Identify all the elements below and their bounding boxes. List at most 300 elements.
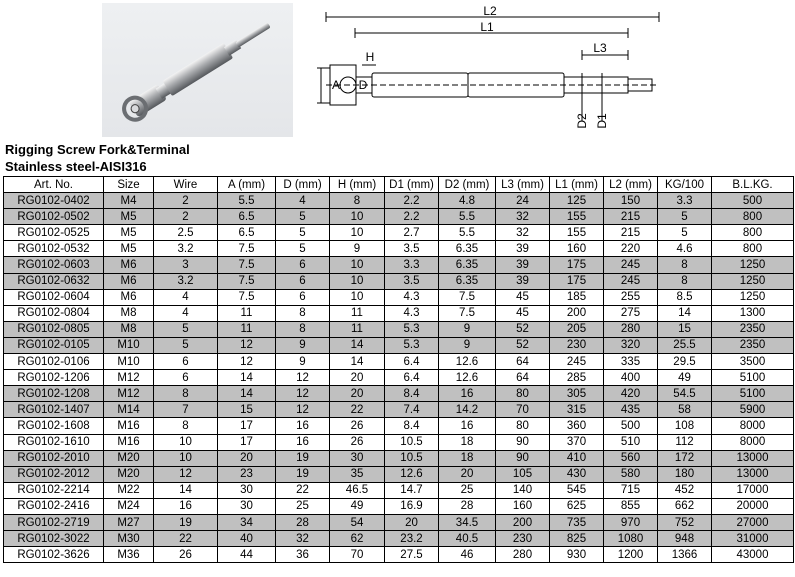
- table-cell: RG0102-0805: [4, 321, 104, 337]
- table-cell: 452: [658, 482, 712, 498]
- table-cell: 19: [154, 514, 218, 530]
- table-cell: 26: [330, 434, 385, 450]
- table-cell: 105: [496, 466, 550, 482]
- table-cell: 4.3: [385, 289, 439, 305]
- table-cell: M36: [104, 547, 154, 563]
- table-cell: M5: [104, 209, 154, 225]
- table-cell: 14: [330, 337, 385, 353]
- table-cell: 16: [276, 434, 330, 450]
- table-cell: 6.35: [439, 257, 496, 273]
- table-cell: 5: [658, 209, 712, 225]
- table-cell: 90: [496, 450, 550, 466]
- table-cell: 43000: [712, 547, 794, 563]
- table-cell: M8: [104, 321, 154, 337]
- table-cell: 52: [496, 321, 550, 337]
- table-row: [4, 241, 794, 257]
- table-cell: RG0102-0603: [4, 257, 104, 273]
- table-cell: 8: [276, 305, 330, 321]
- table-cell: RG0102-0105: [4, 337, 104, 353]
- table-cell: 8: [658, 257, 712, 273]
- column-header: L1 (mm): [550, 177, 604, 193]
- column-header: Art. No.: [4, 177, 104, 193]
- table-row: [4, 386, 794, 402]
- table-cell: 18: [439, 450, 496, 466]
- table-cell: 9: [439, 337, 496, 353]
- table-cell: M24: [104, 498, 154, 514]
- column-header: B.L.KG.: [712, 177, 794, 193]
- table-cell: 6: [276, 273, 330, 289]
- table-cell: 200: [496, 514, 550, 530]
- table-cell: 13000: [712, 450, 794, 466]
- table-row: [4, 354, 794, 370]
- table-cell: 49: [658, 370, 712, 386]
- table-cell: M5: [104, 225, 154, 241]
- table-cell: 6.4: [385, 370, 439, 386]
- table-cell: 24: [496, 193, 550, 209]
- table-cell: 45: [496, 289, 550, 305]
- table-cell: 16: [154, 498, 218, 514]
- table-row: [4, 402, 794, 418]
- column-header: KG/100: [658, 177, 712, 193]
- table-row: [4, 418, 794, 434]
- table-cell: 410: [550, 450, 604, 466]
- table-cell: 22: [154, 531, 218, 547]
- table-cell: M6: [104, 257, 154, 273]
- table-cell: 58: [658, 402, 712, 418]
- table-cell: 10: [330, 209, 385, 225]
- table-cell: 2350: [712, 321, 794, 337]
- table-cell: 275: [604, 305, 658, 321]
- table-cell: 3.2: [154, 241, 218, 257]
- table-cell: M10: [104, 337, 154, 353]
- table-cell: 32: [496, 225, 550, 241]
- table-cell: M16: [104, 418, 154, 434]
- table-cell: 20: [330, 370, 385, 386]
- table-cell: 27000: [712, 514, 794, 530]
- table-cell: 125: [550, 193, 604, 209]
- table-cell: 335: [604, 354, 658, 370]
- table-cell: 46: [439, 547, 496, 563]
- table-cell: 40: [218, 531, 276, 547]
- table-cell: 11: [218, 321, 276, 337]
- table-cell: 8.5: [658, 289, 712, 305]
- table-cell: 4: [276, 193, 330, 209]
- table-cell: 12.6: [385, 466, 439, 482]
- dim-label-d2: D2: [575, 113, 589, 129]
- table-cell: 8: [276, 321, 330, 337]
- table-cell: 9: [439, 321, 496, 337]
- table-cell: 5: [276, 225, 330, 241]
- table-row: [4, 531, 794, 547]
- table-cell: 230: [496, 531, 550, 547]
- table-cell: 435: [604, 402, 658, 418]
- table-cell: 215: [604, 225, 658, 241]
- table-cell: 7.5: [218, 273, 276, 289]
- table-cell: 26: [154, 547, 218, 563]
- table-cell: 44: [218, 547, 276, 563]
- table-cell: RG0102-2214: [4, 482, 104, 498]
- table-cell: 12: [276, 402, 330, 418]
- table-cell: M10: [104, 354, 154, 370]
- table-cell: 855: [604, 498, 658, 514]
- technical-drawing: [312, 3, 672, 137]
- table-cell: 800: [712, 225, 794, 241]
- table-cell: RG0102-0632: [4, 273, 104, 289]
- table-cell: 3.3: [658, 193, 712, 209]
- table-cell: RG0102-1608: [4, 418, 104, 434]
- table-row: [4, 193, 794, 209]
- table-row: [4, 209, 794, 225]
- table-row: [4, 273, 794, 289]
- table-row: [4, 514, 794, 530]
- table-cell: 3.3: [385, 257, 439, 273]
- table-cell: 8000: [712, 418, 794, 434]
- table-cell: 10: [330, 225, 385, 241]
- table-cell: 150: [604, 193, 658, 209]
- table-cell: RG0102-2719: [4, 514, 104, 530]
- table-cell: 34.5: [439, 514, 496, 530]
- table-cell: 8: [154, 418, 218, 434]
- table-cell: 28: [439, 498, 496, 514]
- table-cell: RG0102-3626: [4, 547, 104, 563]
- table-cell: M8: [104, 305, 154, 321]
- table-cell: 370: [550, 434, 604, 450]
- table-cell: 5900: [712, 402, 794, 418]
- table-cell: 12.6: [439, 370, 496, 386]
- table-cell: 245: [550, 354, 604, 370]
- table-cell: 5: [154, 337, 218, 353]
- table-cell: 580: [604, 466, 658, 482]
- table-cell: 215: [604, 209, 658, 225]
- table-cell: 17000: [712, 482, 794, 498]
- table-row: [4, 305, 794, 321]
- table-cell: 10: [330, 273, 385, 289]
- table-cell: 160: [550, 241, 604, 257]
- table-cell: 12: [276, 386, 330, 402]
- table-cell: 4.8: [439, 193, 496, 209]
- table-cell: M6: [104, 289, 154, 305]
- table-cell: 64: [496, 354, 550, 370]
- table-cell: 25.5: [658, 337, 712, 353]
- table-cell: M14: [104, 402, 154, 418]
- table-cell: 14.2: [439, 402, 496, 418]
- page-title: Rigging Screw Fork&Terminal: [5, 142, 190, 157]
- table-cell: 220: [604, 241, 658, 257]
- table-cell: 34: [218, 514, 276, 530]
- table-cell: 715: [604, 482, 658, 498]
- table-cell: 5: [658, 225, 712, 241]
- table-cell: 245: [604, 257, 658, 273]
- table-cell: 9: [276, 354, 330, 370]
- table-cell: 172: [658, 450, 712, 466]
- table-cell: 5.5: [218, 193, 276, 209]
- table-cell: 930: [550, 547, 604, 563]
- table-cell: 46.5: [330, 482, 385, 498]
- table-row: [4, 450, 794, 466]
- table-cell: 80: [496, 386, 550, 402]
- rigging-screw-photo-icon: [102, 3, 293, 137]
- table-row: [4, 434, 794, 450]
- table-cell: 10: [330, 289, 385, 305]
- column-header: D (mm): [276, 177, 330, 193]
- table-cell: RG0102-1610: [4, 434, 104, 450]
- table-cell: RG0102-1206: [4, 370, 104, 386]
- table-cell: 15: [658, 321, 712, 337]
- table-cell: 31000: [712, 531, 794, 547]
- table-cell: 8.4: [385, 418, 439, 434]
- table-cell: 500: [604, 418, 658, 434]
- table-cell: 205: [550, 321, 604, 337]
- table-cell: 752: [658, 514, 712, 530]
- table-row: [4, 466, 794, 482]
- table-cell: 30: [330, 450, 385, 466]
- table-cell: M16: [104, 434, 154, 450]
- table-cell: 27.5: [385, 547, 439, 563]
- table-cell: M5: [104, 241, 154, 257]
- table-cell: 32: [276, 531, 330, 547]
- table-cell: M30: [104, 531, 154, 547]
- table-cell: RG0102-0532: [4, 241, 104, 257]
- table-cell: 3.5: [385, 273, 439, 289]
- table-body: [4, 193, 794, 563]
- table-cell: 49: [330, 498, 385, 514]
- table-cell: 8.4: [385, 386, 439, 402]
- column-header: D1 (mm): [385, 177, 439, 193]
- column-header: L3 (mm): [496, 177, 550, 193]
- table-cell: 1200: [604, 547, 658, 563]
- table-cell: 2.7: [385, 225, 439, 241]
- table-cell: 35: [330, 466, 385, 482]
- table-cell: 545: [550, 482, 604, 498]
- table-cell: 15: [218, 402, 276, 418]
- table-cell: 14: [330, 354, 385, 370]
- table-cell: RG0102-2416: [4, 498, 104, 514]
- table-row: [4, 257, 794, 273]
- table-cell: 10.5: [385, 434, 439, 450]
- table-cell: 28: [276, 514, 330, 530]
- table-cell: 500: [712, 193, 794, 209]
- table-cell: 12.6: [439, 354, 496, 370]
- table-cell: 5100: [712, 386, 794, 402]
- table-row: [4, 225, 794, 241]
- table-cell: 3: [154, 257, 218, 273]
- table-cell: 2.2: [385, 209, 439, 225]
- table-cell: 6: [276, 257, 330, 273]
- table-cell: RG0102-1208: [4, 386, 104, 402]
- table-cell: 5: [276, 209, 330, 225]
- table-cell: 23.2: [385, 531, 439, 547]
- table-cell: 80: [496, 418, 550, 434]
- table-cell: 155: [550, 209, 604, 225]
- table-cell: 4.6: [658, 241, 712, 257]
- table-cell: 200: [550, 305, 604, 321]
- column-header: L2 (mm): [604, 177, 658, 193]
- table-cell: 8: [658, 273, 712, 289]
- table-cell: 7.5: [439, 289, 496, 305]
- table-cell: 305: [550, 386, 604, 402]
- column-header: Size: [104, 177, 154, 193]
- column-header: A (mm): [218, 177, 276, 193]
- table-row: [4, 370, 794, 386]
- page-subtitle: Stainless steel-AISI316: [5, 159, 147, 174]
- table-cell: 662: [658, 498, 712, 514]
- heading-block: [5, 141, 190, 175]
- table-cell: 825: [550, 531, 604, 547]
- table-cell: 625: [550, 498, 604, 514]
- table-cell: 12: [276, 370, 330, 386]
- table-row: [4, 289, 794, 305]
- product-photo: [102, 3, 293, 137]
- table-cell: 430: [550, 466, 604, 482]
- table-cell: 3.2: [154, 273, 218, 289]
- table-cell: 5.3: [385, 321, 439, 337]
- table-cell: 5.5: [439, 209, 496, 225]
- table-cell: 54.5: [658, 386, 712, 402]
- table-cell: M4: [104, 193, 154, 209]
- table-cell: 5: [276, 241, 330, 257]
- table-cell: 25: [439, 482, 496, 498]
- table-cell: 20: [330, 386, 385, 402]
- table-cell: 1250: [712, 257, 794, 273]
- dim-label-a: A: [331, 78, 341, 92]
- table-cell: 20000: [712, 498, 794, 514]
- table-cell: 14: [658, 305, 712, 321]
- table-cell: 12: [218, 337, 276, 353]
- table-cell: 9: [330, 241, 385, 257]
- table-cell: 112: [658, 434, 712, 450]
- table-cell: 255: [604, 289, 658, 305]
- table-cell: 6.35: [439, 241, 496, 257]
- table-cell: 155: [550, 225, 604, 241]
- table-cell: RG0102-3022: [4, 531, 104, 547]
- table-cell: 12: [154, 466, 218, 482]
- table-cell: 175: [550, 257, 604, 273]
- table-cell: 25: [276, 498, 330, 514]
- table-cell: 185: [550, 289, 604, 305]
- table-cell: 2: [154, 209, 218, 225]
- table-cell: 20: [218, 450, 276, 466]
- table-cell: 7.4: [385, 402, 439, 418]
- table-cell: 1250: [712, 273, 794, 289]
- table-cell: 560: [604, 450, 658, 466]
- table-cell: 16: [439, 386, 496, 402]
- table-row: [4, 498, 794, 514]
- table-cell: 11: [218, 305, 276, 321]
- table-cell: 32: [496, 209, 550, 225]
- table-cell: 17: [218, 418, 276, 434]
- table-cell: 4: [154, 289, 218, 305]
- table-cell: RG0102-0106: [4, 354, 104, 370]
- table-cell: 400: [604, 370, 658, 386]
- table-row: [4, 482, 794, 498]
- table-cell: 230: [550, 337, 604, 353]
- table-cell: 13000: [712, 466, 794, 482]
- table-cell: RG0102-0525: [4, 225, 104, 241]
- column-header: D2 (mm): [439, 177, 496, 193]
- table-cell: 1250: [712, 289, 794, 305]
- table-cell: 2350: [712, 337, 794, 353]
- table-cell: 360: [550, 418, 604, 434]
- table-cell: 6: [154, 370, 218, 386]
- table-cell: RG0102-0804: [4, 305, 104, 321]
- dim-label-h: H: [365, 50, 375, 64]
- table-cell: 2: [154, 193, 218, 209]
- table-cell: 20: [439, 466, 496, 482]
- table-cell: 7: [154, 402, 218, 418]
- table-cell: 8: [154, 386, 218, 402]
- column-header: H (mm): [330, 177, 385, 193]
- table-cell: 6: [276, 289, 330, 305]
- table-cell: M12: [104, 386, 154, 402]
- table-cell: M22: [104, 482, 154, 498]
- table-cell: 22: [330, 402, 385, 418]
- table-cell: 8000: [712, 434, 794, 450]
- table-cell: 6.5: [218, 209, 276, 225]
- table-cell: 14: [154, 482, 218, 498]
- table-cell: 16: [276, 418, 330, 434]
- table-cell: 26: [330, 418, 385, 434]
- table-cell: 22: [276, 482, 330, 498]
- table-cell: 6.5: [218, 225, 276, 241]
- table-cell: 20: [385, 514, 439, 530]
- table-cell: 7.5: [218, 241, 276, 257]
- table-cell: 29.5: [658, 354, 712, 370]
- table-cell: 4: [154, 305, 218, 321]
- table-cell: RG0102-0402: [4, 193, 104, 209]
- table-cell: 39: [496, 273, 550, 289]
- table-cell: M27: [104, 514, 154, 530]
- table-cell: 39: [496, 241, 550, 257]
- table-cell: 11: [330, 305, 385, 321]
- table-cell: 280: [496, 547, 550, 563]
- table-cell: RG0102-2010: [4, 450, 104, 466]
- table-cell: 800: [712, 241, 794, 257]
- table-cell: 23: [218, 466, 276, 482]
- dim-label-l1: L1: [480, 20, 494, 34]
- table-cell: 7.5: [218, 257, 276, 273]
- table-cell: 285: [550, 370, 604, 386]
- table-cell: 62: [330, 531, 385, 547]
- table-cell: 90: [496, 434, 550, 450]
- table-cell: 280: [604, 321, 658, 337]
- table-cell: RG0102-0604: [4, 289, 104, 305]
- table-cell: 800: [712, 209, 794, 225]
- table-cell: 510: [604, 434, 658, 450]
- table-cell: 39: [496, 257, 550, 273]
- table-cell: 1366: [658, 547, 712, 563]
- table-cell: 14: [218, 370, 276, 386]
- table-cell: 2.5: [154, 225, 218, 241]
- table-cell: 54: [330, 514, 385, 530]
- table-cell: 5.5: [439, 225, 496, 241]
- table-cell: 12: [218, 354, 276, 370]
- table-cell: 5: [154, 321, 218, 337]
- table-cell: 30: [218, 482, 276, 498]
- table-cell: 70: [496, 402, 550, 418]
- table-cell: 14.7: [385, 482, 439, 498]
- table-cell: 180: [658, 466, 712, 482]
- table-header-row: [4, 177, 794, 193]
- table-cell: 160: [496, 498, 550, 514]
- table-cell: 970: [604, 514, 658, 530]
- table-cell: 18: [439, 434, 496, 450]
- table-cell: 4.3: [385, 305, 439, 321]
- table-cell: 3.5: [385, 241, 439, 257]
- table-cell: 30: [218, 498, 276, 514]
- table-cell: M20: [104, 450, 154, 466]
- table-row: [4, 321, 794, 337]
- table-cell: 245: [604, 273, 658, 289]
